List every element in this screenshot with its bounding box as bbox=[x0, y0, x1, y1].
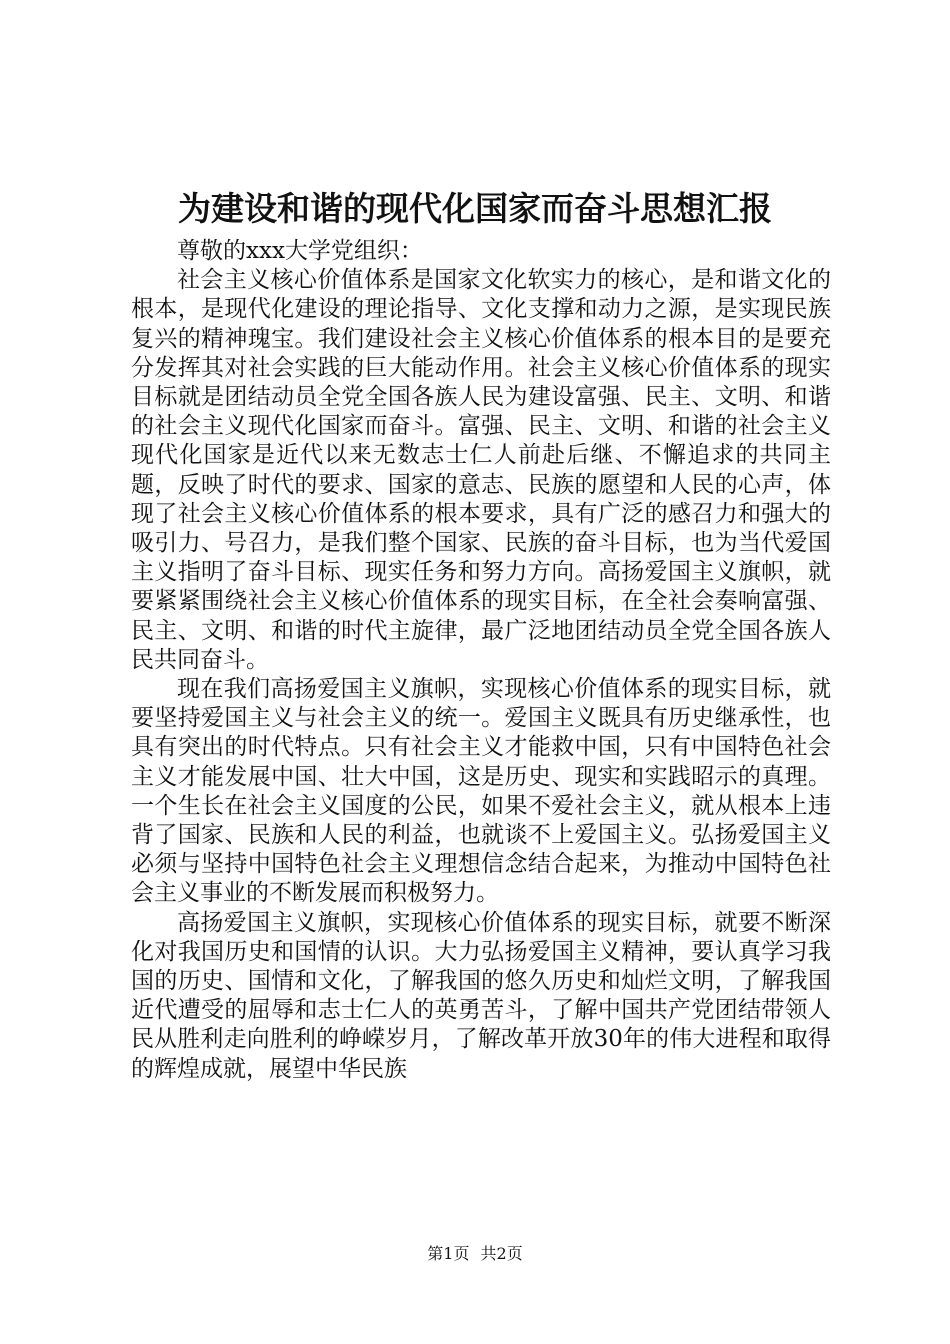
paragraph-3: 高扬爱国主义旗帜，实现核心价值体系的现实目标，就要不断深化对我国历史和国情的认识。大力弘扬爱国主义精神，要认真学习我国的历史、国情和文化，了解我国的悠久历史和灿烂文明，了解我国近代遭受的屈辱和志士仁人的英勇苦斗，了解中国共产党团结带领人民从胜利走向胜利的峥嵘岁月，了解改革开放30年的伟大进程和取得的辉煌成就，展望中华民族 bbox=[131, 909, 831, 1082]
page-total: 共2页 bbox=[480, 1244, 523, 1263]
salutation: 尊敬的xxx大学党组织： bbox=[177, 238, 423, 264]
document-title: 为建设和谐的现代化国家而奋斗思想汇报 bbox=[178, 189, 772, 228]
document-body bbox=[131, 237, 831, 1084]
paragraph-1: 社会主义核心价值体系是国家文化软实力的核心，是和谐文化的根本，是现代化建设的理论指导、文化支撑和动力之源，是实现民族复兴的精神瑰宝。我们建设社会主义核心价值体系的根本目的是要充分发挥其对社会实践的巨大能动作用。社会主义核心价值体系的现实目标就是团结动员全党全国各族人民为建设富强、民主、文明、和谐的社会主义现代化国家而奋斗。富强、民主、文明、和谐的社会主义现代化国家是近代以来无数志士仁人前赴后继、不懈追求的共同主题，反映了时代的要求、国家的意志、民族的愿望和人民的心声，体现了社会主义核心价值体系的根本要求，具有广泛的感召力和强大的吸引力、号召力，是我们整个国家、民族的奋斗目标，也为当代爱国主义指明了奋斗目标、现实任务和努力方向。高扬爱国主义旗帜，就要紧紧围绕社会主义核心价值体系的现实目标，在全社会奏响富强、民主、文明、和谐的时代主旋律，最广泛地团结动员全党全国各族人民共同奋斗。 bbox=[131, 267, 831, 673]
paragraph-2: 现在我们高扬爱国主义旗帜，实现核心价值体系的现实目标，就要坚持爱国主义与社会主义的统一。爱国主义既具有历史继承性，也具有突出的时代特点。只有社会主义才能救中国，只有中国特色社会主义才能发展中国、壮大中国，这是历史、现实和实践昭示的真理。一个生长在社会主义国度的公民，如果不爱社会主义，就从根本上违背了国家、民族和人民的利益，也就谈不上爱国主义。弘扬爱国主义必须与坚持中国特色社会主义理想信念结合起来，为推动中国特色社会主义事业的不断发展而积极努力。 bbox=[131, 676, 831, 907]
page-number: 第1页 bbox=[427, 1244, 470, 1263]
page-footer bbox=[0, 1243, 950, 1265]
